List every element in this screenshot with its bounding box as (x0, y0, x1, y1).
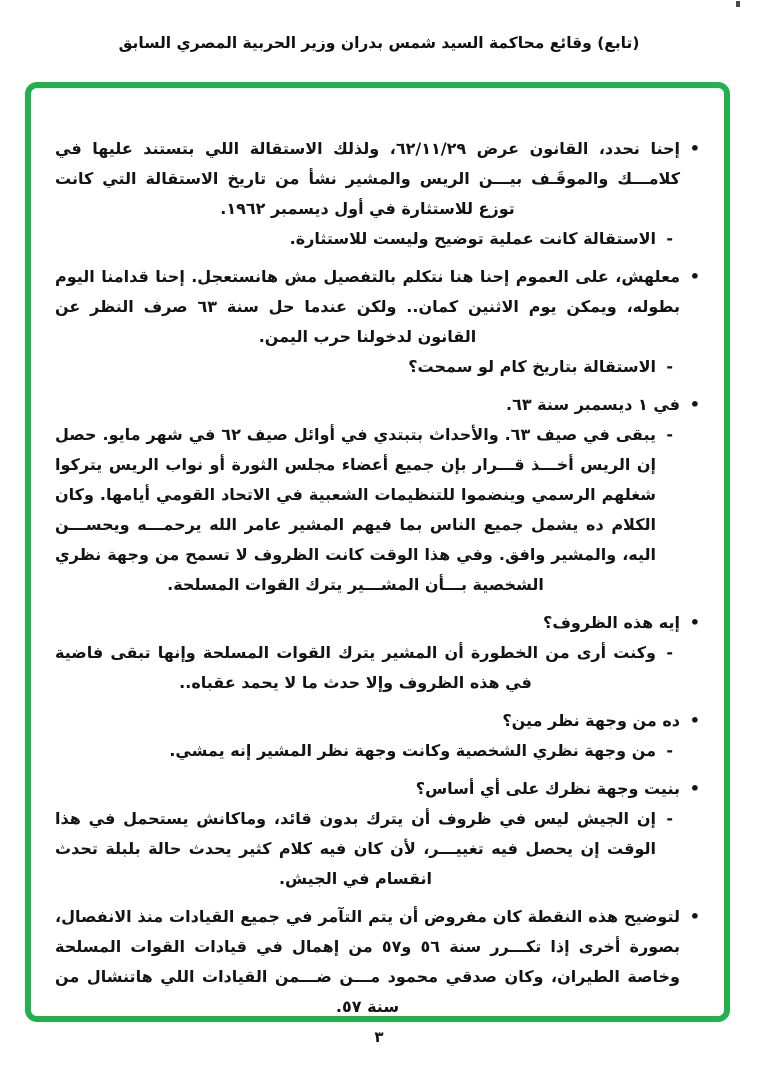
question-text: إحنا نحدد، القانون عرض ٦٢/١١/٢٩، ولذلك الاستقالة اللي بتستند عليها في كلامـــك والموقَـف بيـــن الريس والمشير نشأ من تاريخ الاستقالة التي كانت توزع للاستثارة في أول ديسمبر ١٩٦٢. (55, 139, 680, 218)
answer-item (55, 804, 700, 894)
answer-item (55, 736, 700, 766)
answer-text: الاستقالة بتاريخ كام لو سمحت؟ (408, 357, 656, 376)
answer-item (55, 352, 700, 382)
bullet-icon: • (689, 779, 700, 798)
bullet-icon: • (689, 907, 700, 926)
question-item (55, 902, 700, 1016)
bullet-icon: • (689, 395, 700, 414)
dash-icon: - (666, 643, 673, 662)
question-item (55, 608, 700, 638)
dash-icon: - (666, 357, 673, 376)
dash-icon: - (666, 425, 673, 444)
question-text: في ١ ديسمبر سنة ٦٣. (506, 395, 680, 414)
answer-text: من وجهة نظري الشخصية وكانت وجهة نظر المشير إنه يمشي. (169, 741, 656, 760)
answer-text: يبقى في صيف ٦٣. والأحداث بتبتدي في أوائل صيف ٦٢ في شهر مايو. حصل إن الريس أخـــذ قـــرار بإن جميع أعضاء مجلس الثورة أو نواب الريس يتركوا شغلهم الرسمي وينضموا للتنظيمات الشعبية في الاتحاد القومي أيامها. وكان الكلام ده يشمل جميع الناس بما فيهم المشير عامر الله يرحمـــه ويحســـن اليه، والمشير وافق. وفي هذا الوقت كانت الظروف لا تسمح من وجهة نظري الشخصية بـــأن المشـــير يترك القوات المسلحة. (55, 425, 656, 594)
page-title: (تابع) وقائع محاكمة السيد شمس بدران وزير الحربية المصري السابق (118, 34, 640, 52)
page-number: ٣ (374, 1028, 384, 1046)
answer-text: الاستقالة كانت عملية توضيح وليست للاستثارة. (289, 229, 656, 248)
bullet-icon: • (689, 711, 700, 730)
question-text: لتوضيح هذه النقطة كان مفروض أن يتم التآمر في جميع القيادات منذ الانفصال، بصورة أخرى إذا تكـــرر سنة ٥٦ و٥٧ من إهمال في قيادات القوات المسلحة وخاصة الطيران، وكان صدقي محمود مـــن ضـــمن القيادات اللي هاتنشال من سنة ٥٧. (55, 907, 681, 1016)
question-text: بنيت وجهة نظرك على أي أساس؟ (415, 779, 680, 798)
question-item (55, 706, 700, 736)
question-item (55, 134, 700, 224)
scan-artifact-mark (736, 1, 740, 7)
dash-icon: - (666, 809, 673, 828)
answer-text: إن الجيش ليس في ظروف أن يترك بدون قائد، وماكانش يستحمل في هذا الوقت إن يحصل فيه تغييـــر، لأن كان فيه كلام كثير يحدث حالة بلبلة تحدث انقسام في الجيش. (55, 809, 656, 888)
question-item (55, 390, 700, 420)
bullet-icon: • (689, 139, 700, 158)
answer-text: وكنت أرى من الخطورة أن المشير يترك القوات المسلحة وإنها تبقى فاضية في هذه الظروف وإلا حدث ما لا يحمد عقباه.. (55, 643, 656, 692)
question-text: إيه هذه الظروف؟ (543, 613, 680, 632)
question-text: ده من وجهة نظر مين؟ (502, 711, 680, 730)
question-item (55, 262, 700, 352)
dash-icon: - (666, 741, 673, 760)
question-item (55, 774, 700, 804)
question-text: معلهش، على العموم إحنا هنا نتكلم بالتفصيل مش هانستعجل. إحنا قدامنا اليوم بطوله، ويمكن يوم الاثنين كمان.. ولكن عندما حل سنة ٦٣ صرف النظر عن القانون لدخولنا حرب اليمن. (55, 267, 680, 346)
answer-item (55, 224, 700, 254)
answer-item (55, 420, 700, 600)
bullet-icon: • (689, 267, 700, 286)
transcript-body (31, 88, 724, 1016)
bullet-icon: • (689, 613, 700, 632)
answer-item (55, 638, 700, 698)
dash-icon: - (666, 229, 673, 248)
